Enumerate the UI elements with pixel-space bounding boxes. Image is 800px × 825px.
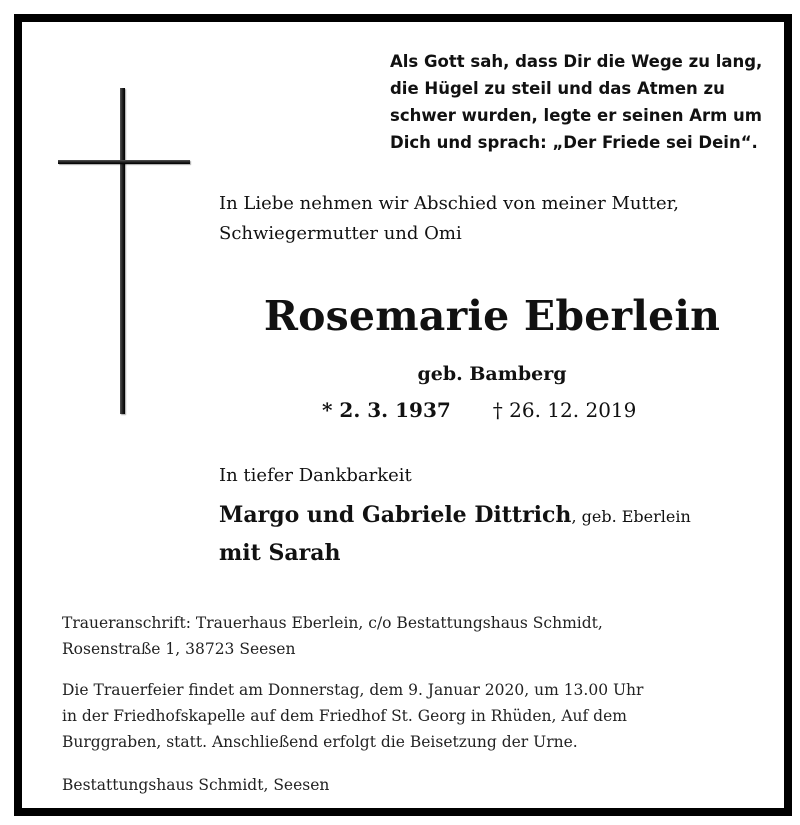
poem-line: Dich und sprach: „Der Friede sei Dein“.	[390, 133, 758, 152]
ceremony-line: in der Friedhofskapelle auf dem Friedhof St. Georg in Rhüden, Auf dem	[62, 707, 627, 725]
birth-name: geb. Bamberg	[417, 363, 567, 385]
gratitude-line: In tiefer Dankbarkeit	[219, 465, 412, 486]
address-line: Traueranschrift: Trauerhaus Eberlein, c/o Bestattungshaus Schmidt,	[62, 614, 603, 632]
cross-icon	[58, 88, 190, 414]
mourner-name-suffix: , geb. Eberlein	[571, 507, 691, 526]
death-date: † 26. 12. 2019	[492, 398, 637, 422]
memorial-poem	[390, 48, 770, 156]
ceremony-details	[62, 677, 762, 755]
life-dates	[322, 396, 702, 424]
mourning-address	[62, 610, 762, 662]
ceremony-line: Burggraben, statt. Anschließend erfolgt die Beisetzung der Urne.	[62, 733, 578, 751]
poem-line: schwer wurden, legte er seinen Arm um	[390, 106, 762, 125]
mourner-primary-names: Margo und Gabriele Dittrich	[219, 502, 572, 528]
poem-line: die Hügel zu steil und das Atmen zu	[390, 79, 725, 98]
undertaker-name: Bestattungshaus Schmidt, Seesen	[62, 776, 330, 794]
deceased-name: Rosemarie Eberlein	[263, 292, 721, 340]
cross-horizontal-beam	[58, 160, 190, 164]
address-line: Rosenstraße 1, 38723 Seesen	[62, 640, 296, 658]
farewell-intro	[219, 189, 779, 249]
birth-date: * 2. 3. 1937	[322, 398, 451, 422]
intro-line: In Liebe nehmen wir Abschied von meiner Mutter,	[219, 193, 679, 214]
cross-vertical-beam	[120, 88, 125, 414]
mourner-secondary-name: mit Sarah	[219, 540, 341, 566]
intro-line: Schwiegermutter und Omi	[219, 223, 462, 244]
mourner-names	[219, 497, 779, 573]
ceremony-line: Die Trauerfeier findet am Donnerstag, dem 9. Januar 2020, um 13.00 Uhr	[62, 681, 644, 699]
obituary-notice	[14, 14, 792, 816]
poem-line: Als Gott sah, dass Dir die Wege zu lang,	[390, 52, 763, 71]
